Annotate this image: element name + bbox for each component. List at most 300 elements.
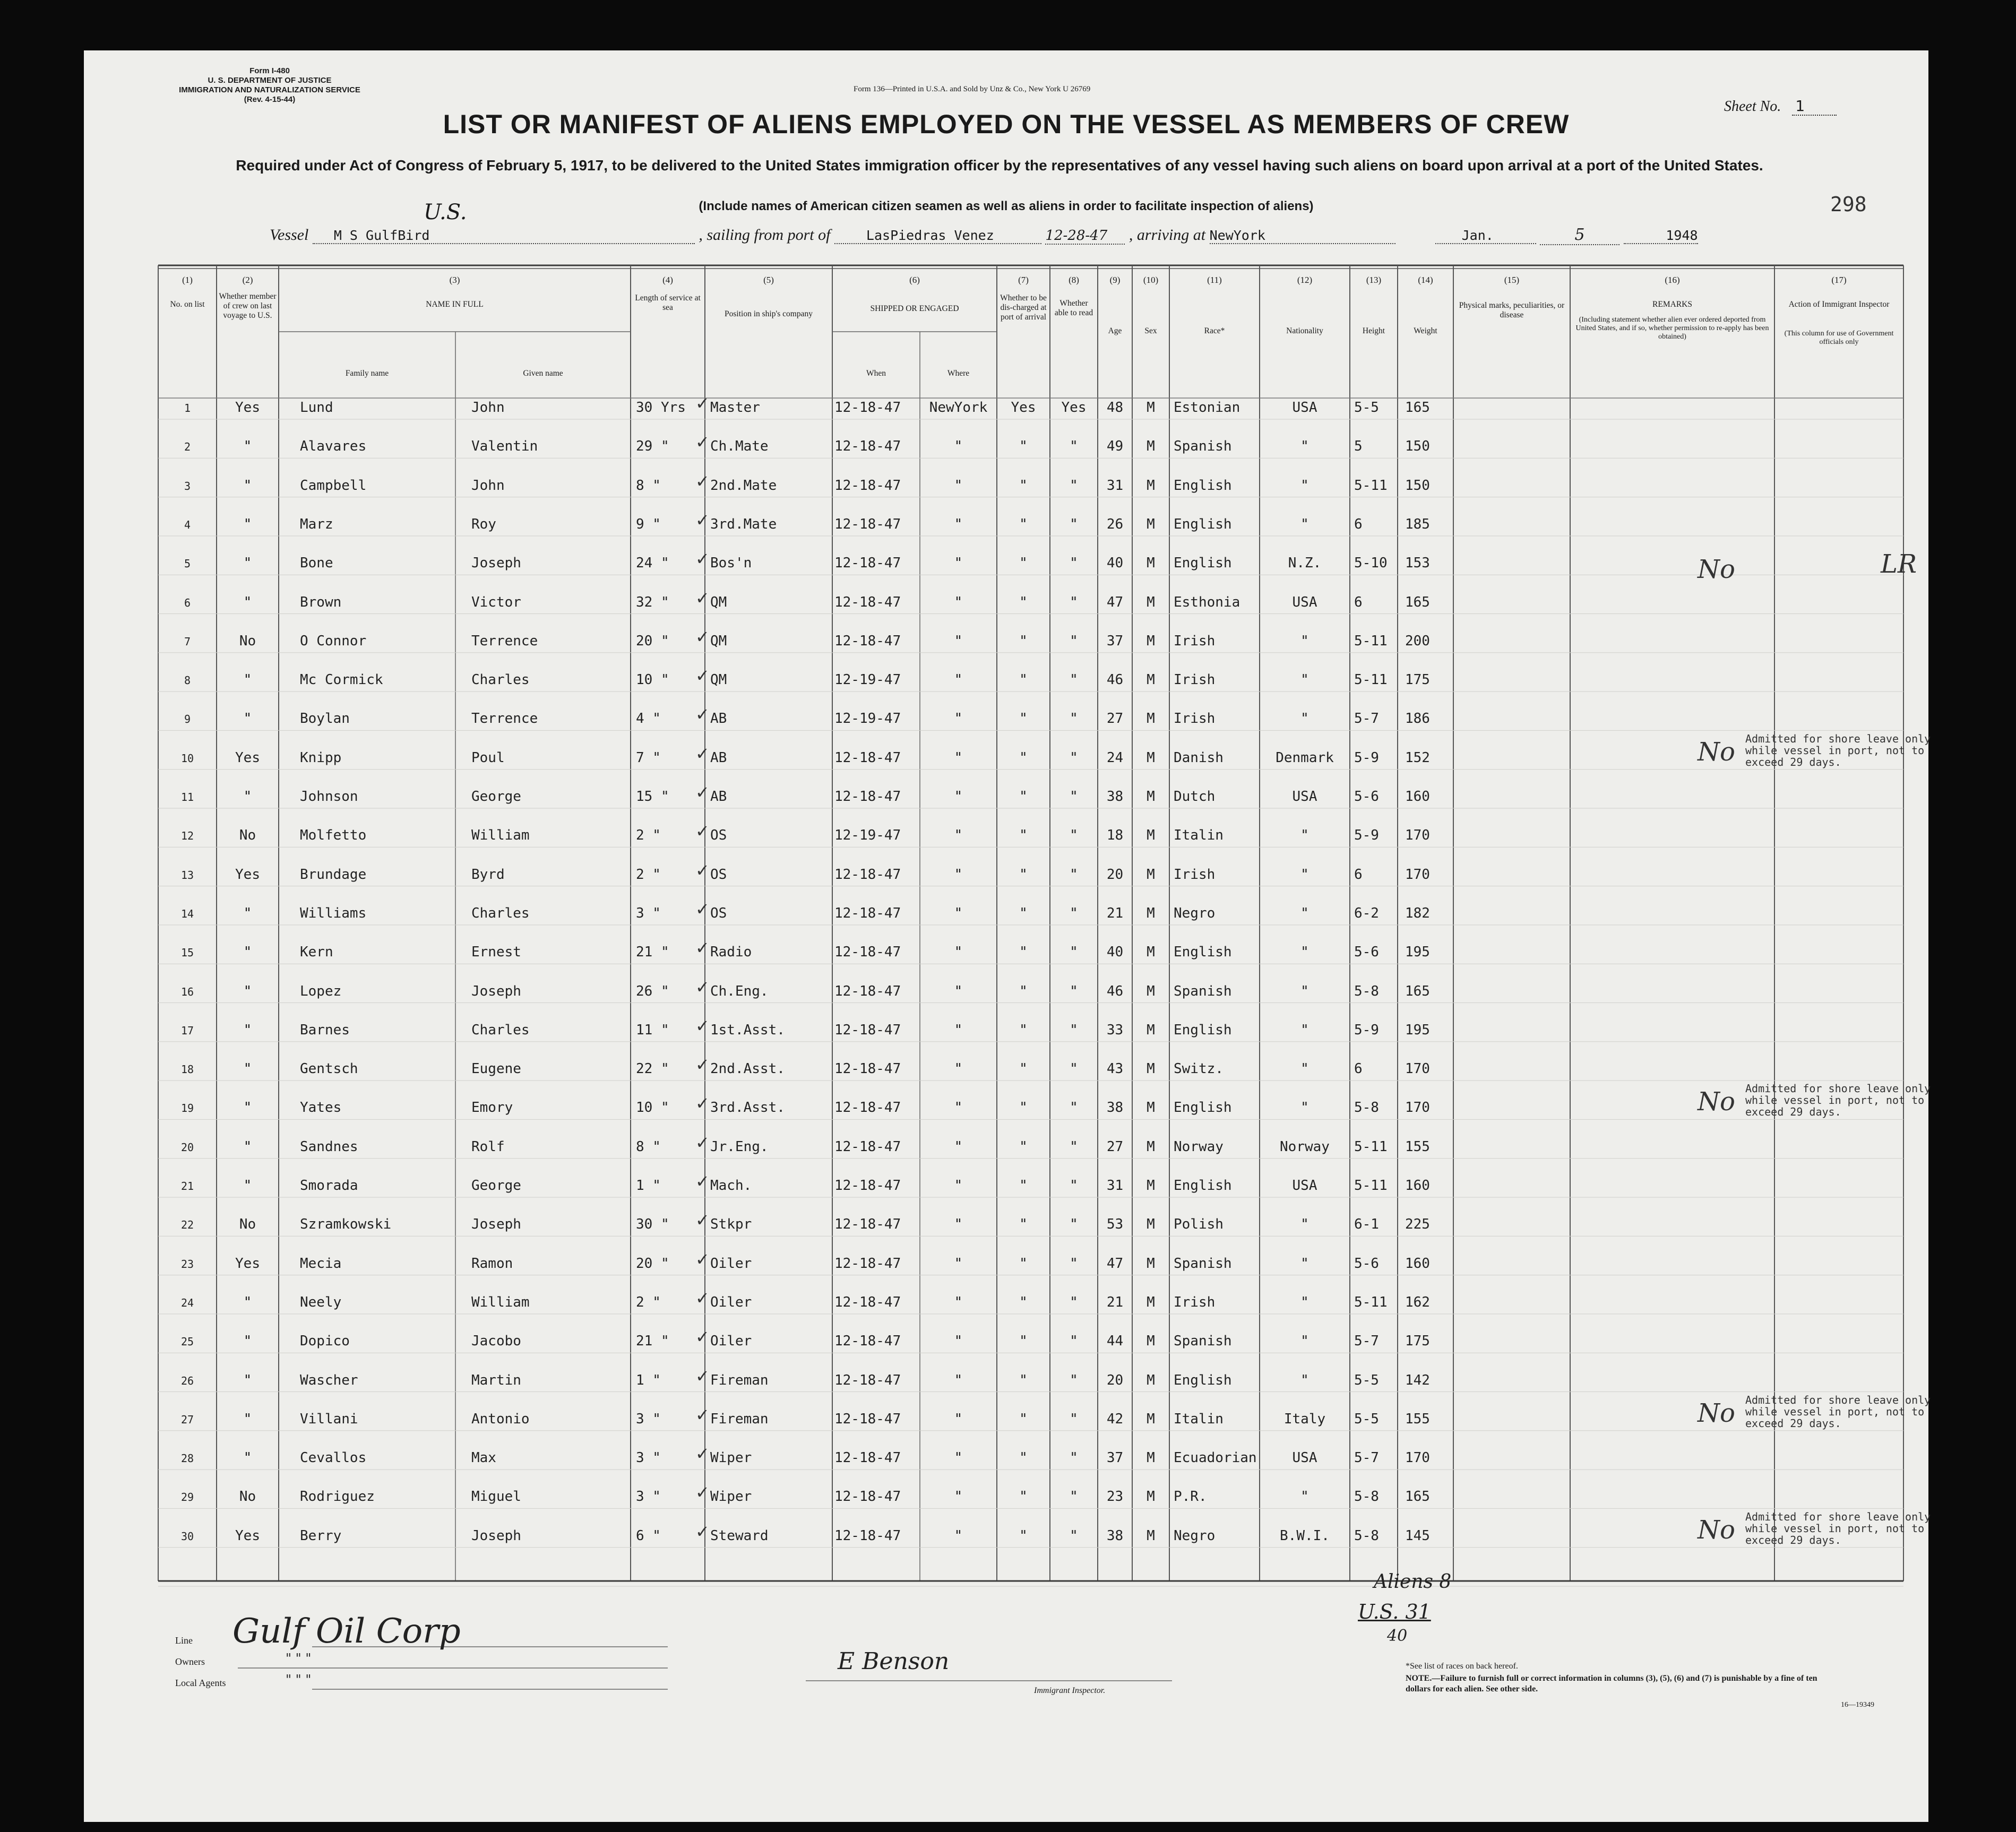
cell-weight: 153: [1405, 555, 1430, 572]
cell-nationality: ": [1300, 983, 1309, 999]
cell-position: Radio: [710, 944, 752, 961]
cell-age: 47: [1106, 594, 1124, 610]
cell-when: 12-18-47: [834, 1061, 901, 1077]
cell-weight: 165: [1405, 594, 1430, 610]
cell-given: Byrd: [471, 866, 505, 883]
check-mark-icon: ✓: [695, 1132, 710, 1153]
cell-sex: M: [1147, 1527, 1155, 1544]
cell-position: Fireman: [710, 1411, 769, 1427]
cell-no: 8: [184, 674, 191, 687]
cell-last: ": [243, 516, 252, 532]
cell-nationality: ": [1300, 905, 1309, 921]
cell-age: 21: [1106, 1294, 1124, 1310]
cell-height: 5-5: [1354, 1372, 1379, 1388]
cell-given: Joseph: [471, 983, 521, 999]
cell-no: 12: [180, 829, 194, 843]
cell-when: 12-18-47: [834, 1100, 901, 1116]
cell-age: 27: [1106, 711, 1124, 727]
cell-service: 2 ": [636, 866, 661, 883]
cell-discharged: ": [1019, 594, 1028, 610]
column-number: (10): [1143, 275, 1159, 285]
cell-given: Joseph: [471, 1216, 521, 1233]
cell-age: 38: [1106, 1100, 1124, 1116]
cell-discharged: ": [1019, 1489, 1028, 1505]
remark-no-mark: No: [1698, 1398, 1735, 1428]
cell-race: Switz.: [1174, 1061, 1224, 1077]
cell-race: English: [1174, 1100, 1232, 1116]
cell-when: 12-18-47: [834, 400, 901, 416]
column-header-sub: When: [866, 369, 886, 378]
service-name: IMMIGRATION AND NATURALIZATION SERVICE: [179, 85, 360, 94]
cell-weight: 182: [1405, 905, 1430, 921]
cell-age: 24: [1106, 749, 1124, 766]
check-mark-icon: ✓: [695, 821, 710, 842]
cell-service: 3 ": [636, 1411, 661, 1427]
cell-race: Italin: [1174, 1411, 1224, 1427]
cell-given: Poul: [471, 749, 505, 766]
column-header-sub: (This column for use of Government officials only: [1784, 330, 1894, 346]
cell-sex: M: [1147, 827, 1155, 844]
cell-age: 43: [1106, 1061, 1124, 1077]
cell-service: 9 ": [636, 516, 661, 532]
cell-when: 12-18-47: [834, 1216, 901, 1233]
include-note: (Include names of American citizen seamen as well as aliens in order to facilitate inspection of aliens): [699, 199, 1314, 213]
cell-position: QM: [710, 672, 727, 688]
cell-when: 12-18-47: [834, 1411, 901, 1427]
cell-position: QM: [710, 594, 727, 610]
owners-label: Owners: [175, 1656, 205, 1667]
cell-family: Neely: [300, 1294, 342, 1310]
cell-last: ": [243, 672, 252, 688]
cell-service: 32 ": [636, 594, 669, 610]
cell-position: 3rd.Mate: [710, 516, 777, 532]
cell-weight: 155: [1405, 1138, 1430, 1155]
column-header-sub: Where: [947, 369, 970, 378]
cell-height: 6: [1354, 516, 1363, 532]
cell-when: 12-18-47: [834, 594, 901, 610]
cell-discharged: ": [1019, 1138, 1028, 1155]
cell-position: Master: [710, 400, 760, 416]
cell-last: ": [243, 1178, 252, 1194]
check-mark-icon: ✓: [695, 977, 710, 997]
cell-discharged: ": [1019, 1061, 1028, 1077]
cell-weight: 152: [1405, 749, 1430, 766]
cell-when: 12-18-47: [834, 633, 901, 649]
cell-nationality: Italy: [1283, 1411, 1326, 1427]
check-mark-icon: ✓: [695, 1171, 710, 1191]
check-mark-icon: ✓: [695, 1444, 710, 1464]
cell-sex: M: [1147, 711, 1155, 727]
cell-nationality: ": [1300, 711, 1309, 727]
cell-read: ": [1070, 633, 1078, 649]
cell-height: 5-9: [1354, 749, 1379, 766]
cell-discharged: ": [1019, 983, 1028, 999]
cell-given: Charles: [471, 672, 530, 688]
cell-nationality: ": [1300, 1022, 1309, 1038]
cell-given: Ernest: [471, 944, 521, 961]
cell-where: ": [954, 711, 963, 727]
cell-read: ": [1070, 1450, 1078, 1466]
column-header: Sex: [1144, 326, 1157, 335]
cell-position: Oiler: [710, 1255, 752, 1272]
cell-nationality: ": [1300, 1489, 1309, 1505]
cell-no: 11: [180, 791, 194, 803]
local-agents-value: " " ": [286, 1672, 312, 1687]
cell-height: 5-10: [1354, 555, 1388, 572]
cell-height: 6-1: [1354, 1216, 1379, 1233]
cell-position: Bos'n: [710, 555, 752, 572]
cell-where: ": [954, 672, 963, 688]
cell-read: ": [1070, 711, 1078, 727]
column-number: (15): [1504, 275, 1520, 285]
department-name: U. S. DEPARTMENT OF JUSTICE: [208, 76, 332, 85]
check-mark-icon: ✓: [695, 1366, 710, 1386]
cell-height: 5-9: [1354, 1022, 1379, 1038]
column-number: (17): [1831, 275, 1847, 285]
cell-no: 1: [184, 402, 191, 414]
cell-position: Ch.Eng.: [710, 983, 769, 999]
cell-last: ": [243, 438, 252, 455]
cell-given: George: [471, 789, 521, 805]
cell-weight: 170: [1405, 1100, 1430, 1116]
cell-where: ": [954, 789, 963, 805]
cell-last: ": [243, 789, 252, 805]
cell-nationality: ": [1300, 633, 1309, 649]
cell-no: 22: [180, 1219, 194, 1232]
form-identifier: [142, 66, 397, 105]
cell-no: 28: [180, 1452, 194, 1465]
page-title: LIST OR MANIFEST OF ALIENS EMPLOYED ON THE VESSEL AS MEMBERS OF CREW: [443, 109, 1570, 139]
cell-where: ": [954, 1100, 963, 1116]
cell-when: 12-19-47: [834, 827, 901, 844]
cell-nationality: ": [1300, 1061, 1309, 1077]
check-mark-icon: ✓: [695, 1210, 710, 1231]
cell-race: Esthonia: [1174, 594, 1240, 610]
cell-where: ": [954, 516, 963, 532]
cell-last: ": [243, 555, 252, 572]
cell-weight: 160: [1405, 789, 1430, 805]
sheet-number-value: 1: [1792, 97, 1837, 116]
cell-nationality: ": [1300, 672, 1309, 688]
cell-discharged: ": [1019, 1255, 1028, 1272]
cell-no: 14: [180, 907, 194, 920]
cell-read: ": [1070, 1489, 1078, 1505]
cell-service: 29 ": [636, 438, 669, 455]
cell-sex: M: [1147, 983, 1155, 999]
cell-service: 8 ": [636, 477, 661, 494]
cell-last: No: [239, 1489, 256, 1505]
cell-read: ": [1070, 866, 1078, 883]
column-number: (8): [1069, 275, 1079, 285]
cell-where: ": [954, 1022, 963, 1038]
column-header: Action of Immigrant Inspector: [1788, 300, 1890, 309]
column-header: Length of service at sea: [635, 293, 701, 312]
cell-last: ": [243, 1372, 252, 1388]
cell-service: 24 ": [636, 555, 669, 572]
remark-text: Admitted for shore leave only while vessel in port, not to exceed 29 days.: [1745, 1082, 1931, 1119]
arrival-day: 5: [1540, 226, 1619, 245]
cell-sex: M: [1147, 1333, 1155, 1350]
sailing-label: , sailing from port of: [699, 226, 831, 244]
cell-sex: M: [1147, 944, 1155, 961]
cell-when: 12-18-47: [834, 749, 901, 766]
cell-when: 12-18-47: [834, 866, 901, 883]
cell-given: William: [471, 827, 530, 844]
cell-position: 3rd.Asst.: [710, 1100, 785, 1116]
cell-given: Joseph: [471, 1527, 521, 1544]
cell-where: ": [954, 1527, 963, 1544]
column-header: SHIPPED OR ENGAGED: [870, 304, 959, 313]
remark-no-mark: No: [1698, 1515, 1735, 1545]
check-mark-icon: ✓: [695, 898, 710, 919]
cell-position: OS: [710, 827, 727, 844]
cell-where: ": [954, 594, 963, 610]
remark-text: Admitted for shore leave only while vessel in port, not to exceed 29 days.: [1745, 1510, 1931, 1546]
cell-given: Jacobo: [471, 1333, 521, 1350]
cell-age: 20: [1106, 1372, 1124, 1388]
cell-family: Mecia: [300, 1255, 342, 1272]
cell-family: Villani: [300, 1411, 358, 1427]
cell-no: 3: [184, 479, 191, 492]
cell-race: Ecuadorian: [1174, 1450, 1257, 1466]
cell-race: Irish: [1174, 711, 1216, 727]
cell-given: John: [471, 477, 505, 494]
cell-discharged: ": [1019, 1294, 1028, 1310]
check-mark-icon: ✓: [695, 704, 710, 725]
column-header: Whether to be dis-charged at port of arrival: [1000, 293, 1047, 322]
cell-last: ": [243, 1294, 252, 1310]
check-mark-icon: ✓: [695, 1287, 710, 1308]
cell-last: Yes: [235, 1527, 260, 1544]
cell-service: 10 ": [636, 1100, 669, 1116]
cell-race: Danish: [1174, 749, 1224, 766]
cell-position: Wiper: [710, 1450, 752, 1466]
cell-height: 5-8: [1354, 1100, 1379, 1116]
cell-no: 16: [180, 985, 194, 998]
line-label: Line: [175, 1635, 193, 1646]
cell-sex: M: [1147, 1489, 1155, 1505]
check-mark-icon: ✓: [695, 549, 710, 569]
cell-age: 47: [1106, 1255, 1124, 1272]
cell-age: 33: [1106, 1022, 1124, 1038]
check-mark-icon: ✓: [695, 393, 710, 413]
cell-weight: 165: [1405, 1489, 1430, 1505]
cell-weight: 175: [1405, 1333, 1430, 1350]
cell-where: ": [954, 1411, 963, 1427]
cell-last: ": [243, 1022, 252, 1038]
cell-family: Yates: [300, 1100, 342, 1116]
column-number: (1): [182, 275, 193, 285]
cell-when: 12-18-47: [834, 516, 901, 532]
cell-age: 26: [1106, 516, 1124, 532]
cell-discharged: ": [1019, 555, 1028, 572]
cell-sex: M: [1147, 905, 1155, 921]
cell-age: 37: [1106, 633, 1124, 649]
cell-when: 12-18-47: [834, 1255, 901, 1272]
cell-given: Roy: [471, 516, 496, 532]
remark-text: Admitted for shore leave only while vessel in port, not to exceed 29 days.: [1745, 1393, 1931, 1430]
cell-no: 13: [180, 868, 194, 882]
cell-height: 5-8: [1354, 983, 1379, 999]
cell-when: 12-18-47: [834, 905, 901, 921]
cell-last: Yes: [235, 749, 260, 766]
cell-weight: 145: [1405, 1527, 1430, 1544]
cell-age: 53: [1106, 1216, 1124, 1233]
cell-race: Irish: [1174, 866, 1216, 883]
cell-height: 5-11: [1354, 1294, 1388, 1310]
cell-race: English: [1174, 1022, 1232, 1038]
cell-where: ": [954, 1255, 963, 1272]
cell-weight: 165: [1405, 983, 1430, 999]
cell-age: 40: [1106, 944, 1124, 961]
cell-read: ": [1070, 477, 1078, 494]
column-number: (5): [763, 275, 774, 285]
cell-sex: M: [1147, 749, 1155, 766]
cell-discharged: ": [1019, 672, 1028, 688]
cell-race: Estonian: [1174, 400, 1240, 416]
races-note: *See list of races on back hereof.: [1406, 1662, 1518, 1671]
cell-service: 8 ": [636, 1138, 661, 1155]
cell-no: 24: [180, 1296, 194, 1309]
column-header: NAME IN FULL: [426, 300, 484, 309]
column-number: (13): [1366, 275, 1382, 285]
cell-race: Irish: [1174, 1294, 1216, 1310]
cell-sex: M: [1147, 1100, 1155, 1116]
cell-given: Charles: [471, 905, 530, 921]
check-mark-icon: ✓: [695, 471, 710, 491]
cell-when: 12-18-47: [834, 1372, 901, 1388]
cell-position: Mach.: [710, 1178, 752, 1194]
cell-when: 12-18-47: [834, 1294, 901, 1310]
cell-position: Jr.Eng.: [710, 1138, 769, 1155]
cell-no: 27: [180, 1413, 194, 1426]
cell-service: 30 Yrs: [636, 400, 686, 416]
cell-weight: 200: [1405, 633, 1430, 649]
vessel-name: M S GulfBird: [313, 228, 695, 244]
cell-family: Molfetto: [300, 827, 367, 844]
cell-given: Charles: [471, 1022, 530, 1038]
cell-age: 42: [1106, 1411, 1124, 1427]
cell-discharged: ": [1019, 633, 1028, 649]
cell-service: 2 ": [636, 827, 661, 844]
cell-when: 12-18-47: [834, 789, 901, 805]
cell-read: ": [1070, 1294, 1078, 1310]
cell-nationality: USA: [1292, 789, 1317, 805]
cell-read: ": [1070, 983, 1078, 999]
cell-height: 5-11: [1354, 672, 1388, 688]
cell-family: Mc Cormick: [300, 672, 383, 688]
cell-race: Irish: [1174, 672, 1216, 688]
cell-age: 38: [1106, 1527, 1124, 1544]
cell-height: 5-8: [1354, 1489, 1379, 1505]
cell-where: ": [954, 905, 963, 921]
cell-last: ": [243, 594, 252, 610]
cell-last: ": [243, 905, 252, 921]
cell-given: Max: [471, 1450, 496, 1466]
cell-nationality: ": [1300, 516, 1309, 532]
cell-discharged: ": [1019, 438, 1028, 455]
cell-position: Fireman: [710, 1372, 769, 1388]
column-header: No. on list: [170, 300, 205, 309]
cell-service: 11 ": [636, 1022, 669, 1038]
cell-height: 5-6: [1354, 789, 1379, 805]
cell-height: 5-7: [1354, 711, 1379, 727]
cell-sex: M: [1147, 1450, 1155, 1466]
cell-position: Stkpr: [710, 1216, 752, 1233]
cell-discharged: ": [1019, 789, 1028, 805]
cell-family: Kern: [300, 944, 333, 961]
cell-last: ": [243, 944, 252, 961]
cell-last: ": [243, 477, 252, 494]
cell-position: 2nd.Asst.: [710, 1061, 785, 1077]
cell-when: 12-18-47: [834, 1178, 901, 1194]
cell-height: 5-7: [1354, 1333, 1379, 1350]
arrival-year: 1948: [1624, 228, 1698, 244]
cell-position: AB: [710, 749, 727, 766]
cell-where: NewYork: [929, 400, 988, 416]
cell-no: 4: [184, 518, 191, 531]
cell-age: 46: [1106, 983, 1124, 999]
cell-service: 6 ": [636, 1527, 661, 1544]
cell-no: 25: [180, 1335, 194, 1349]
cell-family: Sandnes: [300, 1138, 358, 1155]
arriving-label: , arriving at: [1128, 226, 1206, 244]
cell-when: 12-18-47: [834, 944, 901, 961]
inspector-signature: E Benson: [838, 1648, 950, 1675]
cell-age: 20: [1106, 866, 1124, 883]
cell-discharged: Yes: [1011, 400, 1036, 416]
cell-when: 12-18-47: [834, 1022, 901, 1038]
cell-height: 5-6: [1354, 944, 1379, 961]
cell-position: OS: [710, 905, 727, 921]
column-number: (11): [1207, 275, 1222, 285]
cell-read: ": [1070, 749, 1078, 766]
cell-sex: M: [1147, 633, 1155, 649]
column-number: (9): [1109, 275, 1121, 285]
cell-when: 12-18-47: [834, 1489, 901, 1505]
cell-service: 15 ": [636, 789, 669, 805]
manifest-sheet: [84, 50, 1931, 1822]
cell-sex: M: [1147, 516, 1155, 532]
cell-read: ": [1070, 1100, 1078, 1116]
cell-age: 27: [1106, 1138, 1124, 1155]
cell-age: 18: [1106, 827, 1124, 844]
check-mark-icon: ✓: [695, 860, 710, 880]
cell-service: 4 ": [636, 711, 661, 727]
cell-nationality: USA: [1292, 594, 1317, 610]
cell-discharged: ": [1019, 1333, 1028, 1350]
cell-no: 17: [180, 1024, 194, 1037]
cell-nationality: ": [1300, 1372, 1309, 1388]
cell-discharged: ": [1019, 1022, 1028, 1038]
cell-when: 12-18-47: [834, 1333, 901, 1350]
cell-age: 40: [1106, 555, 1124, 572]
cell-nationality: USA: [1292, 400, 1317, 416]
total-tally: 40: [1387, 1627, 1408, 1645]
cell-weight: 185: [1405, 516, 1430, 532]
cell-family: Boylan: [300, 711, 350, 727]
column-header: Whether member of crew on last voyage to U.S.: [219, 292, 277, 320]
cell-last: ": [243, 1061, 252, 1077]
cell-age: 49: [1106, 438, 1124, 455]
cell-discharged: ": [1019, 1411, 1028, 1427]
cell-no: 19: [180, 1102, 194, 1115]
cell-discharged: ": [1019, 1450, 1028, 1466]
cell-sex: M: [1147, 1138, 1155, 1155]
cell-position: Wiper: [710, 1489, 752, 1505]
cell-weight: 170: [1405, 1450, 1430, 1466]
cell-height: 5-8: [1354, 1527, 1379, 1544]
